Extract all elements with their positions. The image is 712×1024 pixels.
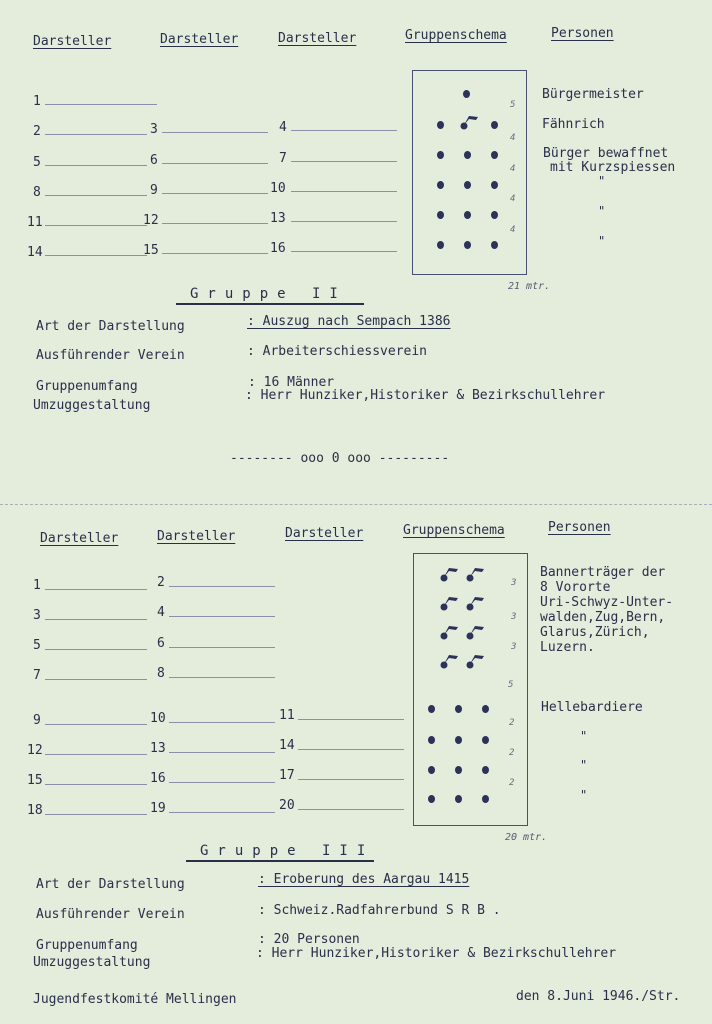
- header-darsteller-1: Darsteller: [40, 531, 119, 546]
- spacing-mark: 4: [510, 194, 516, 204]
- darsteller-number: 16: [270, 241, 286, 256]
- spacing-mark: 3: [511, 612, 517, 622]
- header-gruppenschema: Gruppenschema: [403, 523, 505, 538]
- info-value: : 20 Personen: [258, 932, 360, 947]
- fill-line: [291, 191, 397, 192]
- ditto-mark: ": [580, 758, 588, 772]
- info-value: : Herr Hunziker,Historiker & Bezirkschullehrer: [245, 388, 606, 403]
- fill-line: [169, 647, 275, 648]
- info-label: Art der Darstellung: [36, 877, 185, 892]
- darsteller-number: 17: [279, 768, 295, 783]
- flag-icon: [466, 652, 486, 670]
- person-label: Uri-Schwyz-Unter-: [540, 595, 674, 610]
- group-title: Gruppe II: [190, 286, 347, 302]
- person-dot: [428, 705, 435, 713]
- darsteller-number: 14: [279, 738, 295, 753]
- darsteller-number: 1: [33, 94, 41, 109]
- fill-line: [298, 719, 404, 720]
- header-gruppenschema: Gruppenschema: [405, 28, 507, 43]
- person-label: Glarus,Zürich,: [540, 625, 650, 640]
- darsteller-number: 7: [33, 668, 41, 683]
- person-dot: [455, 736, 462, 744]
- header-darsteller-1: Darsteller: [33, 34, 112, 49]
- flag-icon: [466, 594, 486, 612]
- header-personen: Personen: [548, 520, 611, 535]
- section-divider: -------- ooo 0 ooo ---------: [230, 451, 450, 466]
- ditto-mark: ": [598, 204, 606, 218]
- fill-line: [162, 223, 268, 224]
- person-dot: [428, 795, 435, 803]
- darsteller-number: 12: [27, 743, 43, 758]
- person-label: Hellebardiere: [541, 700, 643, 715]
- person-dot: [428, 766, 435, 774]
- spacing-mark: 3: [511, 578, 517, 588]
- person-dot: [437, 121, 444, 129]
- fill-line: [45, 225, 147, 226]
- darsteller-number: 8: [157, 666, 165, 681]
- person-label: walden,Zug,Bern,: [540, 610, 666, 625]
- fill-line: [169, 812, 275, 813]
- spacing-mark: 5: [508, 680, 514, 690]
- darsteller-number: 13: [270, 211, 286, 226]
- info-label: Art der Darstellung: [36, 319, 185, 334]
- spacing-mark: 2: [509, 748, 515, 758]
- person-dot: [437, 211, 444, 219]
- schema-width: 20 mtr.: [505, 832, 548, 843]
- fill-line: [162, 253, 268, 254]
- group-title-underline: [186, 860, 374, 862]
- spacing-mark: 4: [510, 225, 516, 235]
- fill-line: [169, 616, 275, 617]
- person-label: mit Kurzspiessen: [550, 160, 676, 175]
- darsteller-number: 19: [150, 801, 166, 816]
- person-dot: [464, 181, 471, 189]
- person-label: Fähnrich: [542, 117, 605, 132]
- darsteller-number: 7: [279, 151, 287, 166]
- fill-line: [45, 255, 147, 256]
- spacing-mark: 5: [510, 100, 516, 110]
- darsteller-number: 10: [150, 711, 166, 726]
- header-darsteller-3: Darsteller: [285, 526, 364, 541]
- info-label: Umzuggestaltung: [33, 955, 151, 970]
- person-dot: [482, 705, 489, 713]
- fill-line: [169, 586, 275, 587]
- fill-line: [162, 193, 268, 194]
- person-dot: [482, 795, 489, 803]
- person-dot: [437, 151, 444, 159]
- fill-line: [45, 195, 147, 196]
- flag-icon: [440, 594, 460, 612]
- fill-line: [45, 589, 147, 590]
- person-dot: [482, 766, 489, 774]
- page-separator: [0, 504, 712, 505]
- group-title-underline: [176, 303, 364, 305]
- darsteller-number: 13: [150, 741, 166, 756]
- spacing-mark: 2: [509, 718, 515, 728]
- fill-line: [169, 722, 275, 723]
- fill-line: [45, 784, 147, 785]
- header-darsteller-2: Darsteller: [157, 529, 236, 544]
- person-dot: [491, 121, 498, 129]
- fill-line: [291, 221, 397, 222]
- spacing-mark: 4: [510, 133, 516, 143]
- darsteller-number: 11: [279, 708, 295, 723]
- person-dot: [491, 211, 498, 219]
- fill-line: [169, 782, 275, 783]
- darsteller-number: 9: [150, 183, 158, 198]
- darsteller-number: 11: [27, 215, 43, 230]
- header-darsteller-3: Darsteller: [278, 31, 357, 46]
- person-dot: [428, 736, 435, 744]
- person-dot: [455, 795, 462, 803]
- darsteller-number: 16: [150, 771, 166, 786]
- footer-committee: Jugendfestkomité Mellingen: [33, 992, 237, 1007]
- info-value: : 16 Männer: [248, 375, 335, 390]
- person-dot: [464, 151, 471, 159]
- schema-width: 21 mtr.: [508, 281, 551, 292]
- darsteller-number: 1: [33, 578, 41, 593]
- person-dot: [491, 181, 498, 189]
- fill-line: [298, 809, 404, 810]
- darsteller-number: 14: [27, 245, 43, 260]
- darsteller-number: 6: [157, 636, 165, 651]
- darsteller-number: 18: [27, 803, 43, 818]
- ditto-mark: ": [580, 729, 588, 743]
- person-dot: [463, 90, 470, 98]
- info-value: : Herr Hunziker,Historiker & Bezirkschullehrer: [256, 946, 617, 961]
- flag-icon: [466, 623, 486, 641]
- fill-line: [162, 132, 268, 133]
- person-label: Bürgermeister: [542, 87, 644, 102]
- info-label: Gruppenumfang: [36, 379, 138, 394]
- darsteller-number: 5: [33, 155, 41, 170]
- info-value: : Auszug nach Sempach 1386: [247, 314, 451, 329]
- person-dot: [482, 736, 489, 744]
- flag-icon: [440, 565, 460, 583]
- darsteller-number: 15: [143, 243, 159, 258]
- person-label: Luzern.: [540, 640, 595, 655]
- fill-line: [298, 749, 404, 750]
- person-dot: [491, 241, 498, 249]
- person-dot: [437, 241, 444, 249]
- fill-line: [291, 130, 397, 131]
- ditto-mark: ": [580, 788, 588, 802]
- flag-icon: [440, 652, 460, 670]
- person-dot: [491, 151, 498, 159]
- person-label: Bürger bewaffnet: [543, 146, 669, 161]
- info-value: : Eroberung des Aargau 1415: [258, 872, 470, 887]
- darsteller-number: 4: [157, 605, 165, 620]
- darsteller-number: 9: [33, 713, 41, 728]
- darsteller-number: 5: [33, 638, 41, 653]
- footer-date: den 8.Juni 1946./Str.: [516, 989, 681, 1004]
- info-label: Umzuggestaltung: [33, 398, 151, 413]
- spacing-mark: 3: [511, 642, 517, 652]
- person-dot: [455, 766, 462, 774]
- info-label: Ausführender Verein: [36, 907, 185, 922]
- darsteller-number: 3: [150, 122, 158, 137]
- header-personen: Personen: [551, 26, 614, 41]
- fill-line: [162, 163, 268, 164]
- darsteller-number: 2: [157, 575, 165, 590]
- info-label: Ausführender Verein: [36, 348, 185, 363]
- spacing-mark: 4: [510, 164, 516, 174]
- person-dot: [464, 211, 471, 219]
- fill-line: [169, 677, 275, 678]
- person-dot: [437, 181, 444, 189]
- fill-line: [45, 814, 147, 815]
- darsteller-number: 12: [143, 213, 159, 228]
- spacing-mark: 2: [509, 778, 515, 788]
- info-value: : Arbeiterschiessverein: [247, 344, 428, 359]
- person-label: 8 Vororte: [540, 580, 611, 595]
- darsteller-number: 15: [27, 773, 43, 788]
- fill-line: [45, 619, 147, 620]
- fill-line: [45, 134, 147, 135]
- person-label: Bannerträger der: [540, 565, 666, 580]
- fill-line: [291, 161, 397, 162]
- darsteller-number: 8: [33, 185, 41, 200]
- fill-line: [298, 779, 404, 780]
- darsteller-number: 20: [279, 798, 295, 813]
- person-dot: [464, 241, 471, 249]
- fill-line: [45, 754, 147, 755]
- ditto-mark: ": [598, 174, 606, 188]
- fill-line: [169, 752, 275, 753]
- darsteller-number: 2: [33, 124, 41, 139]
- fill-line: [45, 724, 147, 725]
- darsteller-number: 4: [279, 120, 287, 135]
- flag-icon: [460, 113, 480, 131]
- info-value: : Schweiz.Radfahrerbund S R B .: [258, 903, 501, 918]
- info-label: Gruppenumfang: [36, 938, 138, 953]
- darsteller-number: 6: [150, 153, 158, 168]
- fill-line: [45, 104, 157, 105]
- group-title: Gruppe III: [200, 843, 375, 859]
- header-darsteller-2: Darsteller: [160, 32, 239, 47]
- darsteller-number: 10: [270, 181, 286, 196]
- fill-line: [45, 649, 147, 650]
- fill-line: [291, 251, 397, 252]
- darsteller-number: 3: [33, 608, 41, 623]
- flag-icon: [440, 623, 460, 641]
- ditto-mark: ": [598, 234, 606, 248]
- fill-line: [45, 165, 147, 166]
- flag-icon: [466, 565, 486, 583]
- fill-line: [45, 679, 147, 680]
- person-dot: [455, 705, 462, 713]
